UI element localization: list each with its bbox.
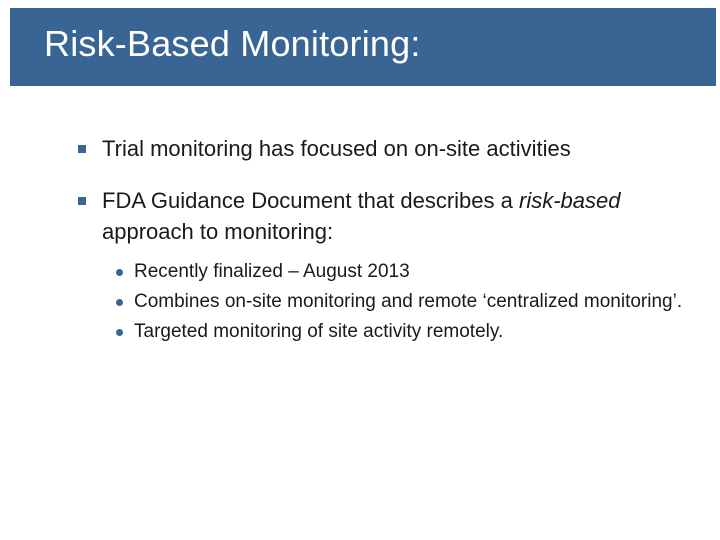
- bullet-text-italic: risk-based: [519, 188, 621, 213]
- round-bullet-icon: [116, 329, 123, 336]
- title-bar: [10, 8, 716, 86]
- sub-bullet-item: [102, 258, 688, 285]
- bullet-item: [78, 185, 688, 345]
- square-bullet-icon: [78, 197, 86, 205]
- slide-title: Risk-Based Monitoring:: [44, 23, 421, 64]
- sub-bullet-text: Combines on-site monitoring and remote ‘centralized monitoring’.: [134, 291, 683, 312]
- bullet-text: Trial monitoring has focused on on-site activities: [102, 136, 571, 161]
- sub-bullet-item: [102, 288, 688, 315]
- sub-bullet-text: Recently finalized – August 2013: [134, 261, 410, 282]
- round-bullet-icon: [116, 299, 123, 306]
- round-bullet-icon: [116, 269, 123, 276]
- square-bullet-icon: [78, 145, 86, 153]
- sub-bullet-list: [102, 258, 688, 345]
- slide-content: [78, 133, 688, 348]
- sub-bullet-item: [102, 318, 688, 345]
- sub-bullet-text: Targeted monitoring of site activity remotely.: [134, 321, 504, 342]
- bullet-text: FDA Guidance Document that describes a risk-based approach to monitoring:: [102, 188, 621, 244]
- bullet-item: [78, 133, 688, 164]
